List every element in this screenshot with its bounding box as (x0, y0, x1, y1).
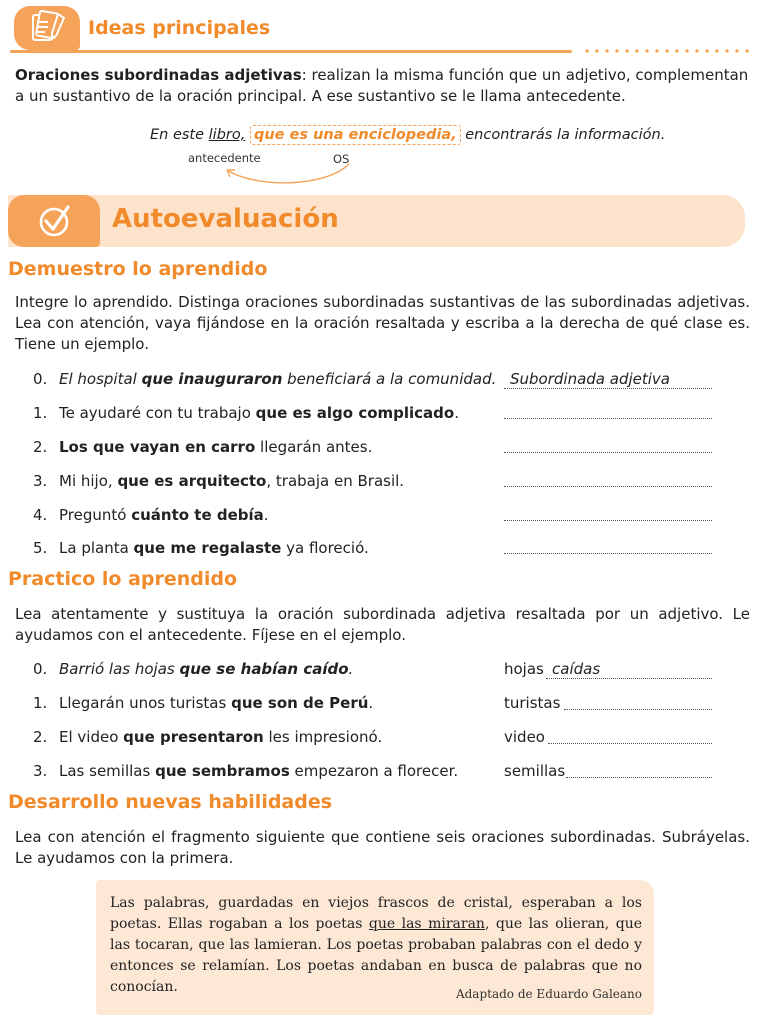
autoevaluacion-title: Autoevaluación (112, 204, 339, 234)
desarrollo-instructions: Lea con atención el fragmento siguiente que contiene seis oraciones subordinadas. Subráyelas. Le ayudamos con la primera. (15, 828, 750, 867)
quote-author: Adaptado de Eduardo Galeano (455, 987, 642, 1001)
item-text: . (263, 506, 269, 524)
demuestro-item (33, 404, 459, 422)
example-subordinate-clause: que es una enciclopedia, (250, 125, 461, 145)
practico-item (33, 660, 353, 678)
item-highlight: que son de Perú (231, 694, 369, 712)
quote-text (110, 893, 642, 998)
practico-title: Practico lo aprendido (8, 568, 238, 590)
answer-field[interactable] (564, 693, 712, 710)
antecedent-noun: video (504, 728, 545, 746)
demuestro-instructions: Integre lo aprendido. Distinga oraciones subordinadas sustantivas de las subordinadas adjetivas. Lea con atención, vaya fijándose en la oración resaltada y escriba a la derecha de qué clase es. Tiene un ejemplo. (15, 293, 750, 353)
item-text: Llegarán unos turistas (59, 694, 232, 712)
demuestro-item (33, 472, 404, 490)
item-number: 3. (33, 472, 48, 490)
item-number: 2. (33, 438, 48, 456)
ideas-dots-divider (582, 49, 752, 53)
antecedent-noun: semillas (504, 762, 566, 780)
item-text: beneficiará a la comunidad. (282, 370, 497, 388)
item-highlight: que se habían caído (179, 660, 349, 678)
demuestro-item (33, 370, 496, 388)
ideas-definition (15, 65, 750, 107)
demuestro-title: Demuestro lo aprendido (8, 258, 268, 280)
item-number: 1. (33, 694, 48, 712)
antecedent-arrow (215, 160, 355, 186)
antecedent-noun: hojas (504, 660, 544, 678)
item-text: Te ayudaré con tu trabajo (59, 404, 256, 422)
item-text: Preguntó (59, 506, 132, 524)
item-text: les impresionó. (263, 728, 383, 746)
practico-item (33, 694, 373, 712)
answer-field[interactable] (504, 402, 712, 419)
definition-text: : realizan la misma función que un adjetivo, complementan a un sustantivo de la oración principal. A ese sustantivo se le llama antecedente. (15, 66, 749, 105)
notes-icon (14, 6, 80, 50)
item-text: Las semillas (59, 762, 156, 780)
item-highlight: que me regalaste (133, 539, 282, 557)
item-highlight: que sembramos (155, 762, 290, 780)
quote-part: , que las olieran, que las tocaran, que las lamieran. Los poetas probaban palabras con el dedo y entonces se relamían. Los poetas andaban en busca de palabras que no conocían. (110, 916, 642, 995)
item-text: El video (59, 728, 124, 746)
answer-field[interactable] (548, 727, 712, 744)
demuestro-item (33, 506, 269, 524)
item-text: Barrió las hojas (59, 660, 180, 678)
practico-item (33, 728, 382, 746)
item-highlight: que presentaron (123, 728, 264, 746)
ideas-divider (10, 50, 572, 53)
quote-part: Las palabras, guardadas en viejos frascos de cristal, esperaban a los poetas. Ellas rogaban a los poetas (110, 895, 642, 932)
item-highlight: Los que vayan en carro (59, 438, 256, 456)
autoevaluacion-badge (8, 195, 100, 247)
item-text: llegarán antes. (255, 438, 373, 456)
demuestro-item (33, 539, 369, 557)
item-number: 5. (33, 539, 48, 557)
item-number: 2. (33, 728, 48, 746)
practico-item (33, 762, 458, 780)
item-highlight: que es algo complicado (255, 404, 455, 422)
item-text: El hospital (59, 370, 142, 388)
example-sentence (150, 127, 665, 143)
item-text: ya floreció. (281, 539, 369, 557)
item-number: 0. (33, 370, 48, 388)
ideas-title: Ideas principales (88, 17, 271, 39)
item-highlight: cuánto te debía (131, 506, 264, 524)
item-highlight: que inauguraron (141, 370, 283, 388)
item-text: empezaron a florecer. (289, 762, 459, 780)
item-number: 3. (33, 762, 48, 780)
item-number: 0. (33, 660, 48, 678)
answer-field[interactable]: caídas (546, 660, 712, 679)
label-os: OS (333, 152, 350, 166)
item-text: Mi hijo, (59, 472, 118, 490)
answer-field[interactable] (504, 504, 712, 521)
answer-field[interactable] (566, 761, 712, 778)
item-text: , trabaja en Brasil. (266, 472, 405, 490)
answer-field[interactable]: Subordinada adjetiva (504, 370, 712, 389)
check-circle-icon (8, 195, 100, 247)
item-text: . (368, 694, 374, 712)
practico-instructions: Lea atentamente y sustituya la oración subordinada adjetiva resaltada por un adjetivo. Le ayudamos con el antecedente. Fíjese en el ejemplo. (15, 605, 750, 644)
item-highlight: que es arquitecto (117, 472, 267, 490)
desarrollo-title: Desarrollo nuevas habilidades (8, 791, 333, 813)
example-after: encontrarás la información. (460, 127, 666, 143)
item-text: . (348, 660, 354, 678)
item-text: La planta (59, 539, 134, 557)
item-text: . (454, 404, 460, 422)
example-antecedent: libro, (208, 127, 246, 143)
answer-field[interactable] (504, 436, 712, 453)
item-number: 1. (33, 404, 48, 422)
ideas-badge (14, 6, 80, 50)
demuestro-item (33, 438, 372, 456)
definition-term: Oraciones subordinadas adjetivas (15, 66, 302, 84)
item-number: 4. (33, 506, 48, 524)
quote-underlined-example: que las miraran (368, 916, 485, 932)
example-before: En este (150, 127, 209, 143)
answer-field[interactable] (504, 537, 712, 554)
antecedent-noun: turistas (504, 694, 561, 712)
label-antecedente: antecedente (188, 151, 261, 165)
answer-field[interactable] (504, 470, 712, 487)
